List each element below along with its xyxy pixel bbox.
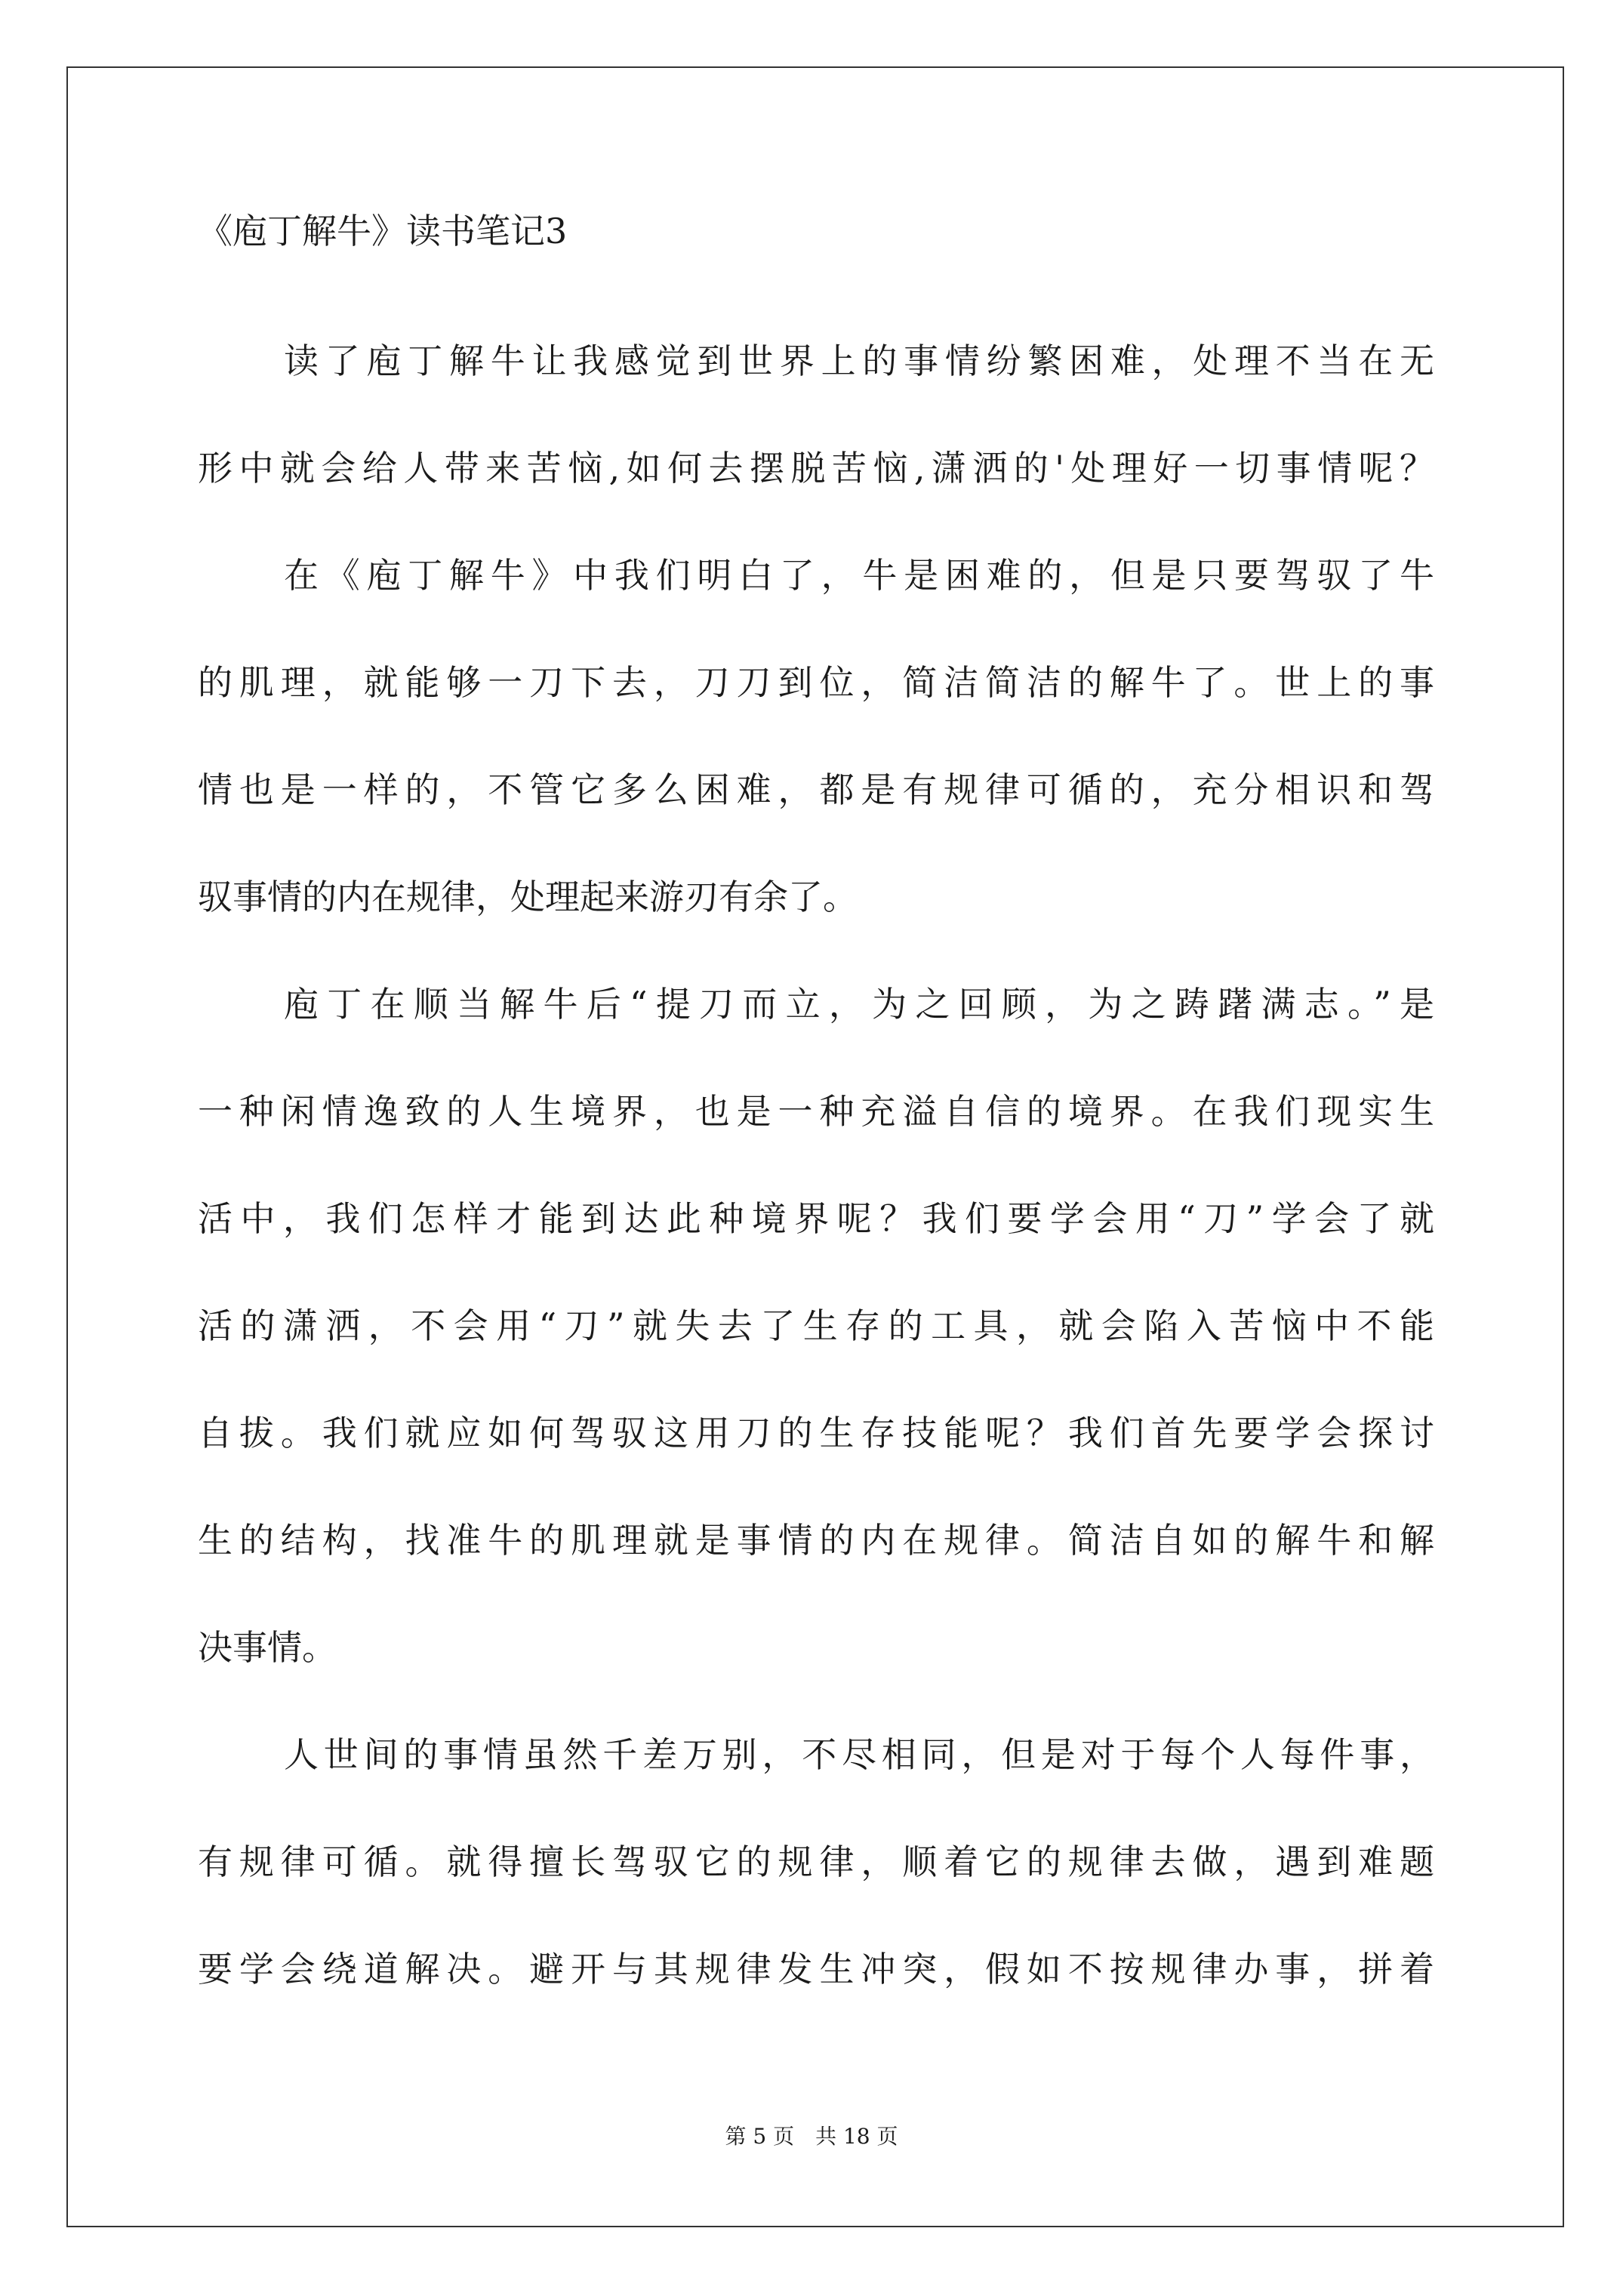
paragraph-line: 有规律可循。就得擅长驾驭它的规律，顺着它的规律去做，遇到难题 [198, 1841, 1434, 1882]
paragraph-line: 活的潇洒，不会用“刀”就失去了生存的工具，就会陷入苦恼中不能 [198, 1305, 1434, 1346]
paragraph-line: 在《庖丁解牛》中我们明白了，牛是困难的，但是只要驾驭了牛 [284, 555, 1434, 596]
paragraph-line: 要学会绕道解决。避开与其规律发生冲突，假如不按规律办事，拼着 [198, 1949, 1434, 1989]
page-number-footer: 第 5 页 共 18 页 [725, 2124, 898, 2149]
page-border [66, 66, 1564, 2227]
paragraph-line: 的肌理，就能够一刀下去，刀刀到位，简洁简洁的解牛了。世上的事 [198, 662, 1434, 703]
paragraph-line: 一种闲情逸致的人生境界，也是一种充溢自信的境界。在我们现实生 [198, 1091, 1434, 1132]
paragraph-line: 活中，我们怎样才能到达此种境界呢？我们要学会用“刀”学会了就 [198, 1198, 1434, 1239]
paragraph-line: 读了庖丁解牛让我感觉到世界上的事情纷繁困难，处理不当在无 [284, 341, 1434, 381]
paragraph-line: 形中就会给人带来苦恼,如何去摆脱苦恼,潇洒的'处理好一切事情呢？ [198, 448, 1434, 488]
paragraph-line: 生的结构，找准牛的肌理就是事情的内在规律。简洁自如的解牛和解 [198, 1520, 1434, 1561]
document-title: 《庖丁解牛》读书笔记3 [198, 211, 568, 251]
paragraph-line: 决事情。 [198, 1627, 337, 1668]
paragraph-line: 驭事情的内在规律，处理起来游刃有余了。 [198, 877, 858, 917]
paragraph-line: 情也是一样的，不管它多么困难，都是有规律可循的，充分相识和驾 [198, 769, 1434, 810]
paragraph-line: 庖丁在顺当解牛后“提刀而立，为之回顾，为之踌躇满志。”是 [284, 984, 1434, 1025]
paragraph-line: 自拔。我们就应如何驾驭这用刀的生存技能呢？我们首先要学会探讨 [198, 1413, 1434, 1453]
paragraph-line: 人世间的事情虽然千差万别，不尽相同，但是对于每个人每件事， [284, 1734, 1434, 1775]
